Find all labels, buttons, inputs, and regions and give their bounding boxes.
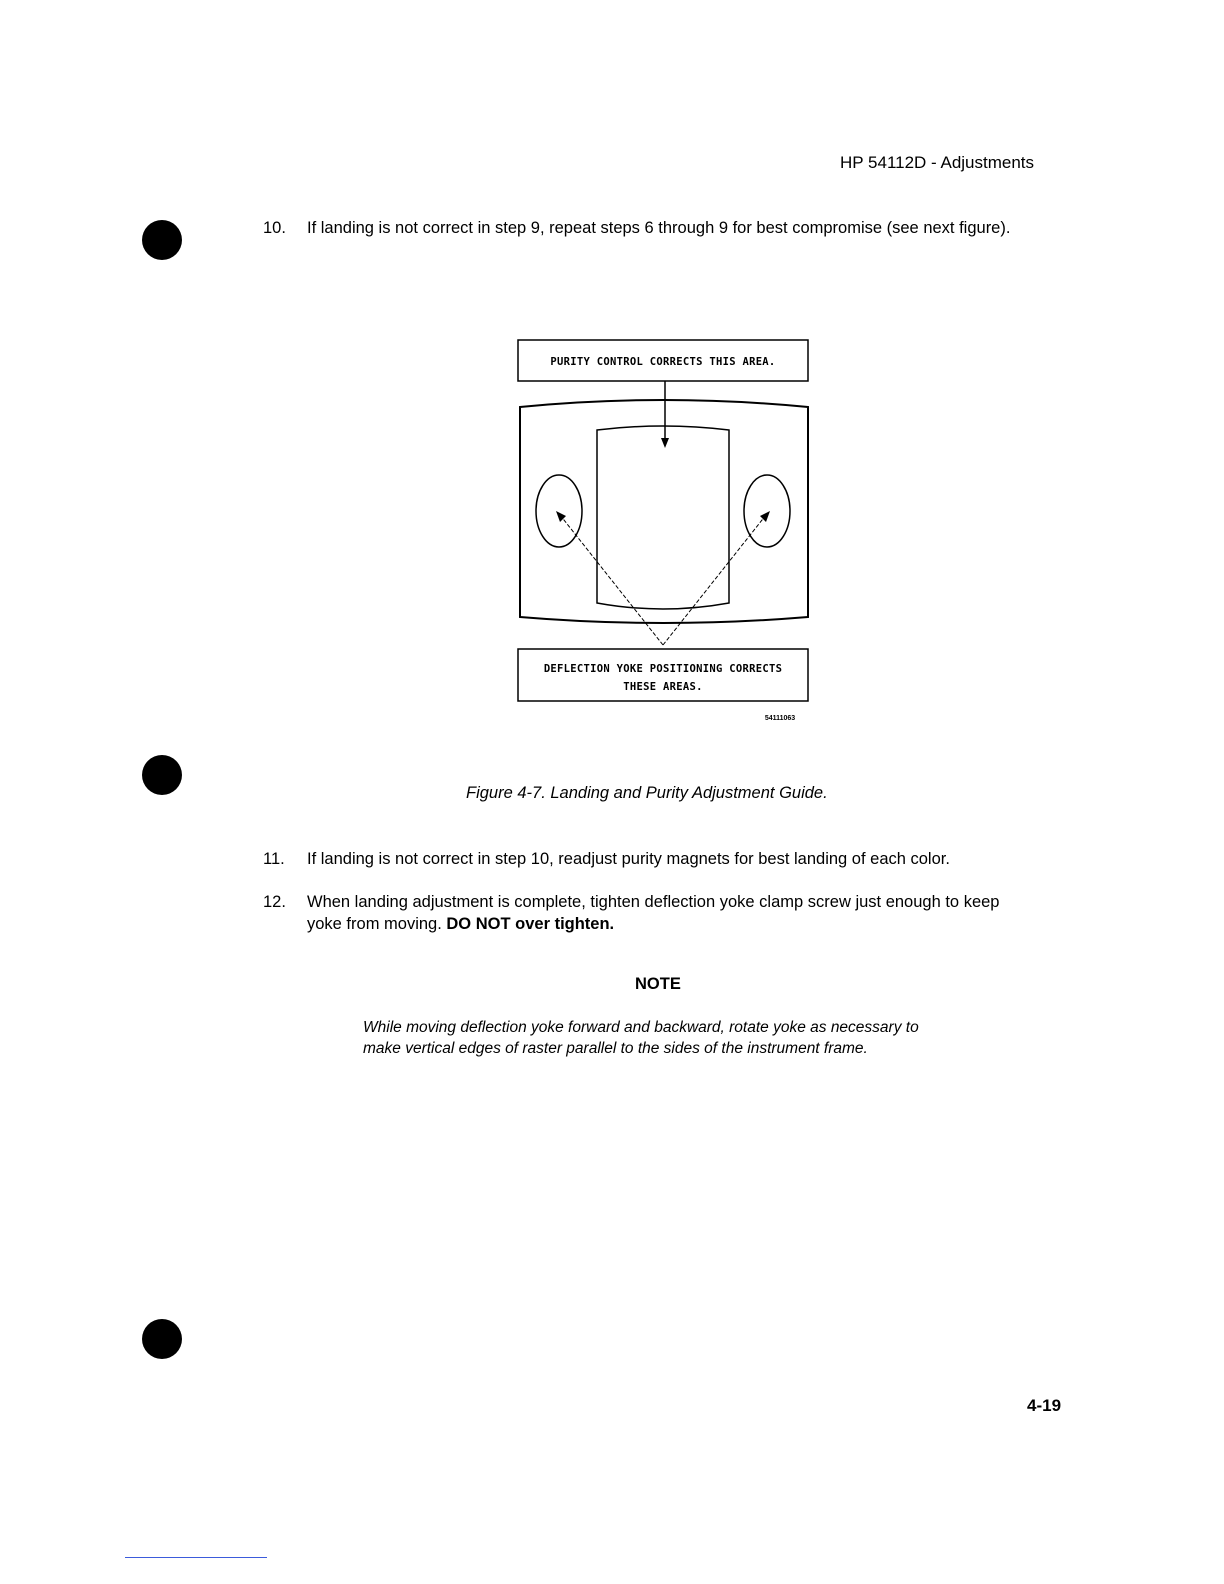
- instrument-frame: [520, 400, 808, 623]
- raster-area: [597, 426, 729, 609]
- step-12: [263, 891, 1043, 937]
- step-text: If landing is not correct in step 10, readjust purity magnets for best landing of each color.: [307, 850, 950, 868]
- deflection-label-box: [518, 649, 808, 701]
- figure-id: 54111063: [764, 715, 796, 722]
- right-corner-area: [744, 475, 790, 547]
- step-text: If landing is not correct in step 9, repeat steps 6 through 9 for best compromise (see next figure).: [307, 219, 1011, 237]
- binder-hole-middle: [142, 755, 182, 795]
- step-10: [263, 217, 1043, 263]
- deflection-label-line2: THESE AREAS.: [623, 681, 703, 693]
- step-number: 11.: [263, 850, 285, 868]
- step-warning: DO NOT over tighten.: [446, 915, 615, 933]
- landing-purity-diagram: [510, 335, 820, 725]
- binder-hole-top: [142, 220, 182, 260]
- footer-rule: [125, 1557, 267, 1558]
- deflection-label-line1: DEFLECTION YOKE POSITIONING CORRECTS: [543, 663, 783, 675]
- note-title: NOTE: [635, 975, 681, 993]
- page-number: 4-19: [1027, 1396, 1062, 1415]
- page-header: HP 54112D - Adjustments: [840, 153, 1035, 172]
- step-number: 12.: [263, 893, 286, 911]
- figure-caption: Figure 4-7. Landing and Purity Adjustment Guide.: [466, 784, 828, 802]
- deflection-arrow-right: [663, 515, 766, 645]
- deflection-arrow-left: [560, 515, 663, 645]
- step-text-wrapper: [307, 891, 1037, 935]
- binder-hole-bottom: [142, 1319, 182, 1359]
- step-11: [263, 848, 1043, 872]
- step-number: 10.: [263, 219, 286, 237]
- purity-arrow-head: [661, 438, 669, 448]
- note-body: While moving deflection yoke forward and backward, rotate yoke as necessary to make vertical edges of raster parallel to the sides of the instrument frame.: [363, 1019, 919, 1057]
- purity-label-text: PURITY CONTROL CORRECTS THIS AREA.: [550, 356, 776, 368]
- left-corner-area: [536, 475, 582, 547]
- step-text: When landing adjustment is complete, tighten deflection yoke clamp screw just enough to keep yoke from moving.: [307, 893, 1000, 933]
